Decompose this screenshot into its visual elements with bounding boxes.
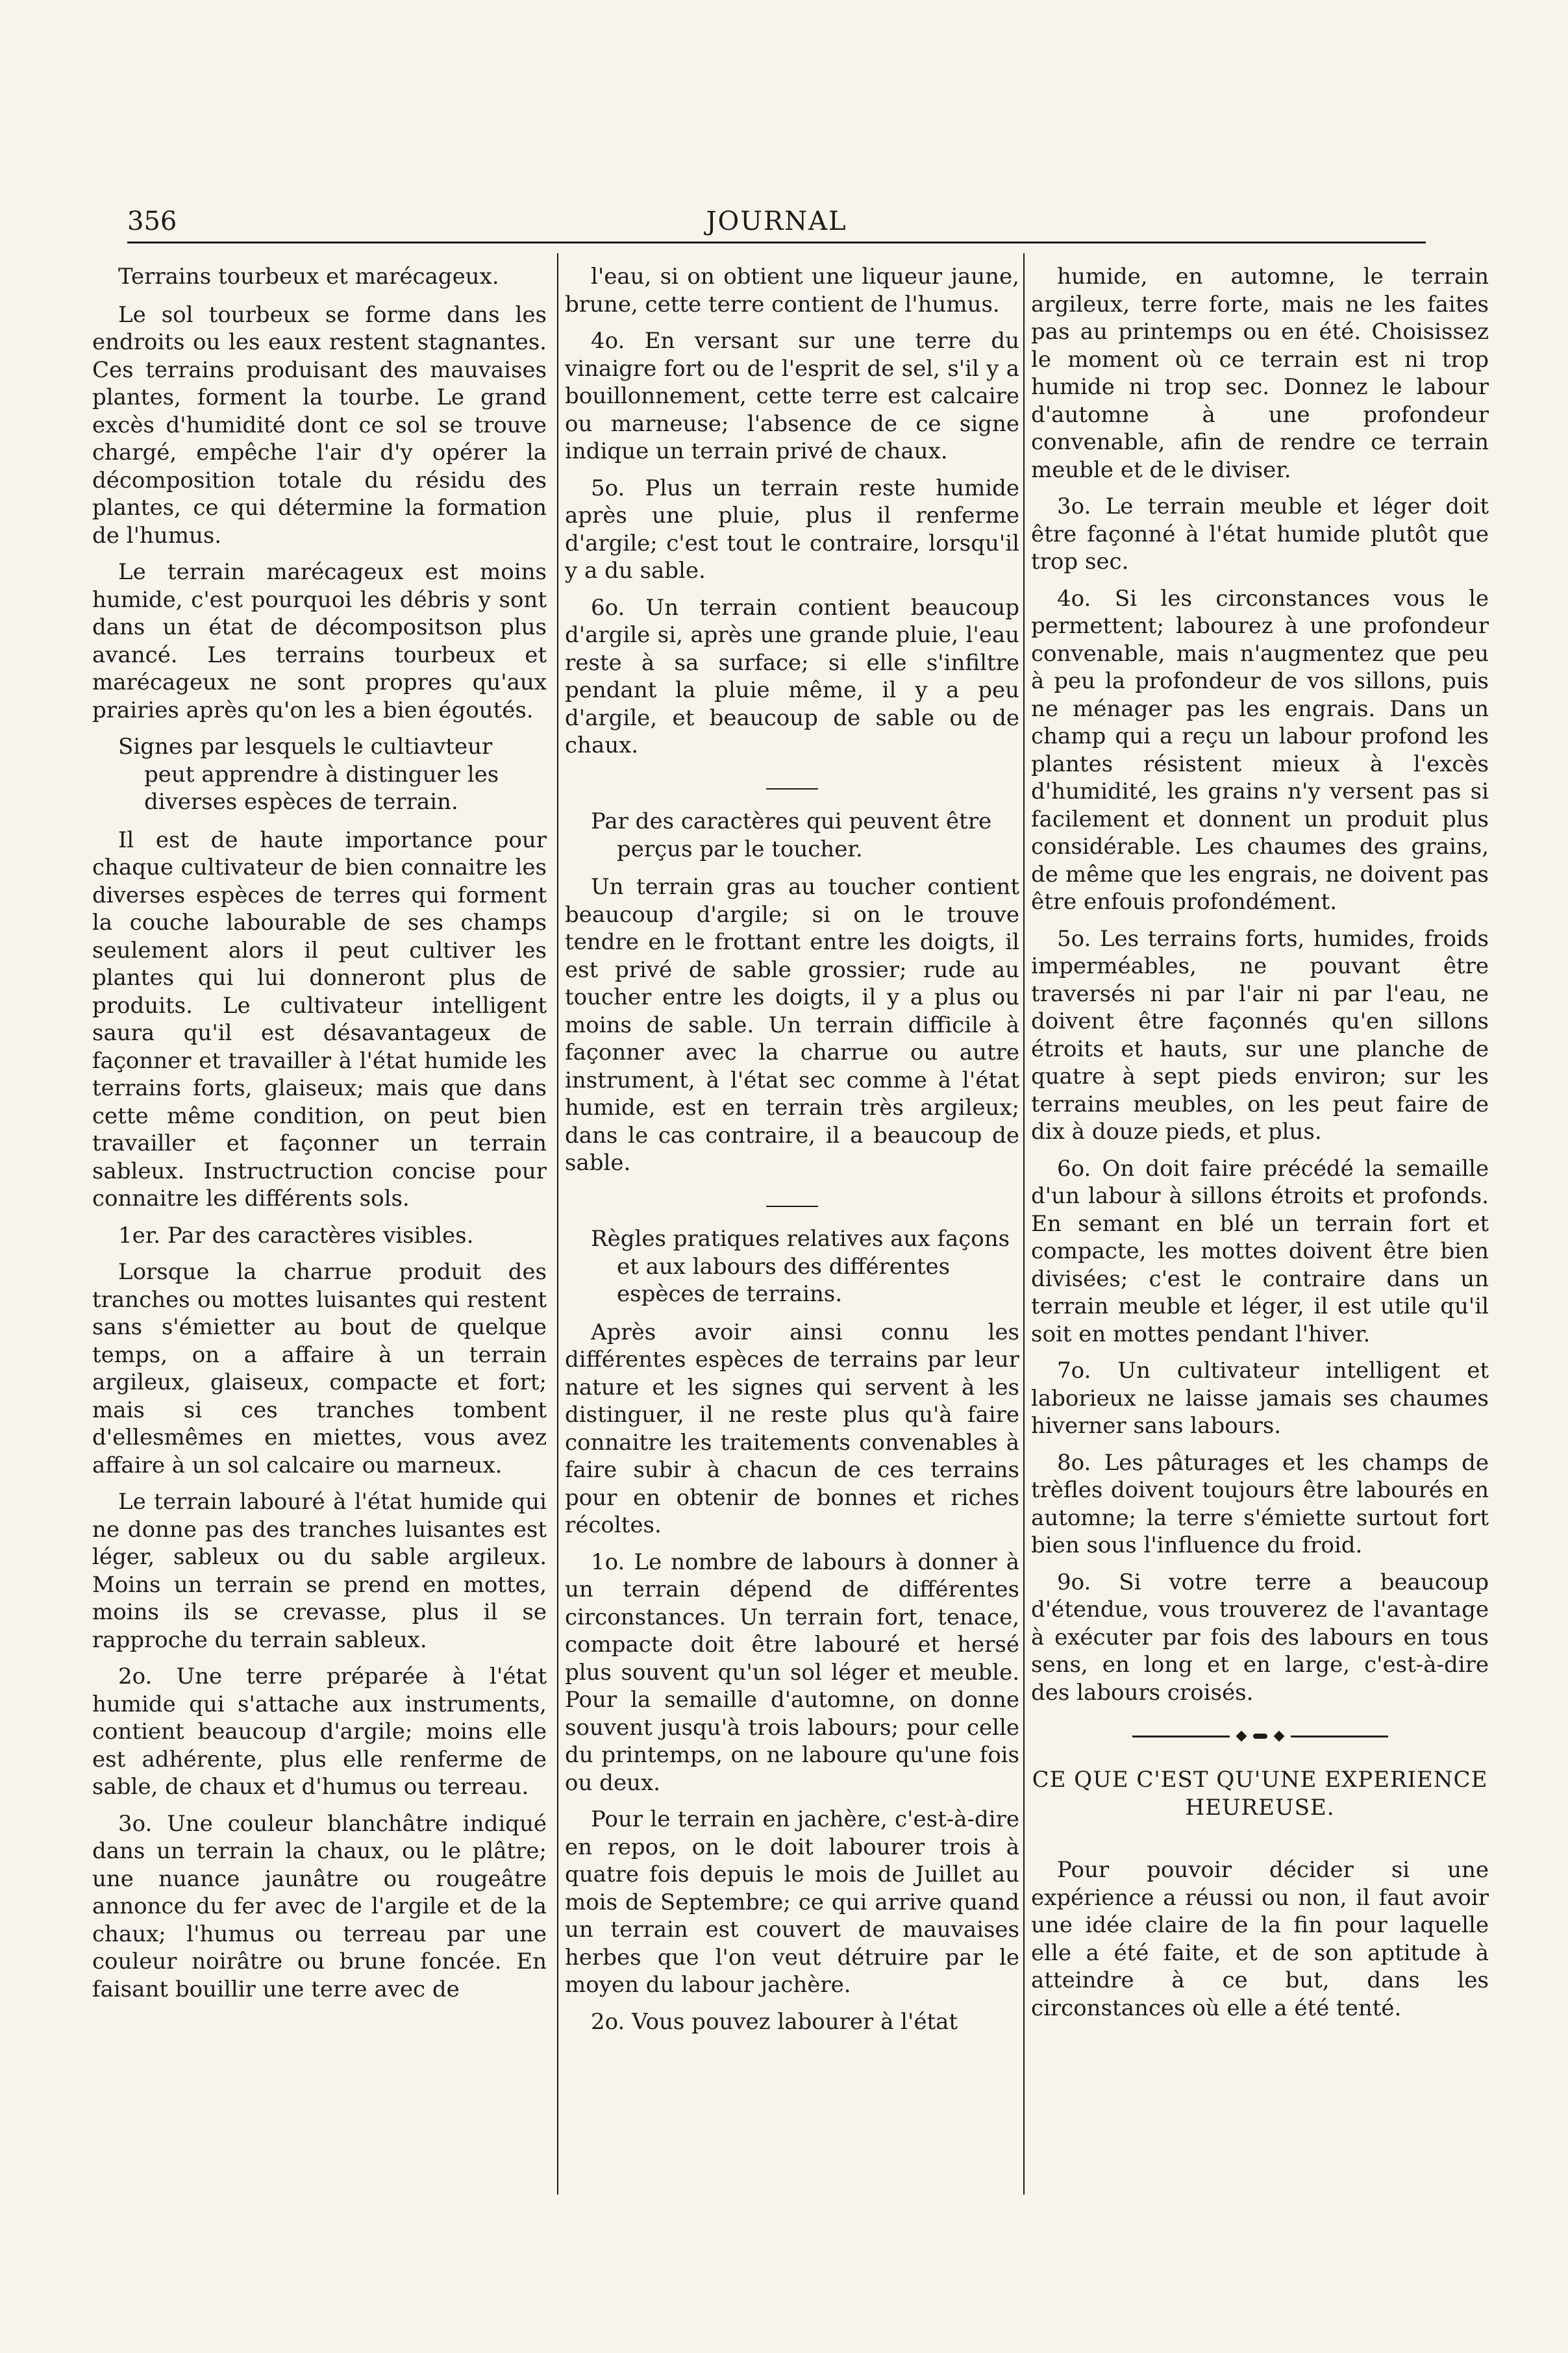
paragraph: 3o. Le terrain meuble et léger doit être façonné à l'état humide plutôt que trop sec.: [1031, 493, 1489, 575]
paragraph: 4o. En versant sur une terre du vinaigre fort ou de l'esprit de sel, s'il y a bouillonnement, cette terre est calcaire ou marneuse; l'absence de ce signe indique un terrain privé de chaux.: [565, 328, 1019, 464]
subheading: Règles pratiques relatives aux façons et aux labours des différentes espèces de terrains.: [591, 1226, 1010, 1307]
paragraph: Un terrain gras au toucher contient beaucoup d'argile; si on le trouve tendre en le frottant entre les doigts, il est privé de sable grossier; rude au toucher entre les doigts, il y a plus ou moins de sable. Un terrain difficile à façonner avec la charrue ou autre instrument, à l'état sec comme à l'état humide, est en terrain très argileux; dans le cas contraire, il a beaucoup de sable.: [565, 874, 1019, 1176]
column-1: [92, 263, 547, 2178]
paragraph: humide, en automne, le terrain argileux, terre forte, mais ne les faites pas au printemps ou en été. Choisissez le moment où ce terrain est ni trop humide ni trop sec. Donnez le labour d'automne à une profondeur convenable, afin de rendre ce terrain meuble et de le diviser.: [1031, 264, 1489, 483]
column-divider: [1023, 253, 1025, 2195]
paragraph: 4o. Si les circonstances vous le permettent; labourez à une profondeur convenable, mais n'augmentez que peu à peu la profondeur de vos sillons, puis ne ménager pas les engrais. Dans un champ qui a reçu un labour profond les plantes résistent mieux à l'excès d'humidité, les grains n'y versent pas si facilement et donnent un produit plus considérable. Les chaumes des grains, de même que les engrais, ne doivent pas être enfouis profondément.: [1031, 585, 1489, 915]
page-header: [127, 206, 1426, 245]
journal-title: JOURNAL: [706, 206, 847, 236]
paragraph: 8o. Les pâturages et les champs de trèfles doivent toujours être labourés en automne; la terre s'émiette surtout fort bien sous l'influence du froid.: [1031, 1449, 1489, 1558]
page-number: 356: [127, 206, 177, 236]
paragraph: Après avoir ainsi connu les différentes espèces de terrains par leur nature et les signes qui servent à les distinguer, il ne reste plus qu'à faire connaitre les traitements convenables à faire subir à chacun de ces terrains pour en obtenir de bonnes et riches récoltes.: [565, 1319, 1019, 1538]
paragraph: Pour le terrain en jachère, c'est-à-dire en repos, on le doit labourer trois à quatre fois depuis le mois de Juillet au mois de Septembre; ce qui arrive quand un terrain est couvert de mauvaises herbes que l'on veut détruire par le moyen du labour jachère.: [565, 1806, 1019, 1998]
header-rule: [127, 242, 1426, 243]
section-separator: [565, 769, 1019, 797]
paragraph: 5o. Les terrains forts, humides, froids imperméables, ne pouvant être traversés ni par l'air ni par l'eau, ne doivent être façonnés qu'en sillons étroits et hauts, sur une planche de quatre à sept pieds environ; sur les terrains meubles, on les peut faire de dix à douze pieds, et plus.: [1031, 925, 1489, 1145]
article-title: CE QUE C'EST QU'UNE EXPERIENCE HEUREUSE.: [1032, 1767, 1488, 1821]
paragraph: Pour pouvoir décider si une expérience a réussi ou non, il faut avoir une idée claire de la fin pour laquelle elle a été faite, et de son aptitude à atteindre à ce but, dans les circonstances où elle a été tenté.: [1031, 1857, 1489, 2021]
paragraph: l'eau, si on obtient une liqueur jaune, brune, cette terre contient de l'humus.: [565, 264, 1019, 317]
column-3: [1031, 263, 1489, 2178]
ornamental-rule: [1031, 1732, 1489, 1740]
paragraph: 6o. Un terrain contient beaucoup d'argile si, après une grande pluie, l'eau reste à sa surface; si elle s'infiltre pendant la pluie même, il y a peu d'argile, et beaucoup de sable ou de chaux.: [565, 594, 1019, 758]
subheading: Signes par lesquels le cultiavteur peut apprendre à distinguer les diverses espèces de terrain.: [118, 734, 499, 815]
paragraph: Lorsque la charrue produit des tranches ou mottes luisantes qui restent sans s'émietter au bout de quelque temps, on a affaire à un terrain argileux, glaiseux, compacte et fort; mais si ces tranches tombent d'ellesmêmes en miettes, vous avez affaire à un sol calcaire ou marneux.: [92, 1259, 547, 1478]
paragraph: 6o. On doit faire précédé la semaille d'un labour à sillons étroits et profonds. En semant en blé un terrain fort et compacte, les mottes doivent être bien divisées; c'est le contraire dans un terrain meuble et léger, il est utile qu'il soit en mottes pendant l'hiver.: [1031, 1155, 1489, 1347]
paragraph: Il est de haute importance pour chaque cultivateur de bien connaitre les diverses espèces de terres qui forment la couche labourable de ses champs seulement alors il peut cultiver les plantes qui lui donneront plus de produits. Le cultivateur intelligent saura qu'il est désavantageux de façonner et travailler à l'état humide les terrains forts, glaiseux; mais que dans cette même condition, on peut bien travailler et façonner un terrain sableux. Instructruction concise pour connaitre les différents sols.: [92, 827, 547, 1212]
paragraph: 5o. Plus un terrain reste humide après une pluie, plus il renferme d'argile; c'est tout le contraire, lorsqu'il y a du sable.: [565, 475, 1019, 584]
column-2: [565, 263, 1019, 2178]
section-separator: [565, 1186, 1019, 1214]
paragraph: Le terrain marécageux est moins humide, c'est pourquoi les débris y sont dans un état de décompositson plus avancé. Les terrains tourbeux et marécageux ne sont propres qu'aux prairies après qu'on les a bien égoutés.: [92, 559, 547, 723]
paragraph: Le terrain labouré à l'état humide qui ne donne pas des tranches luisantes est léger, sableux ou du sable argileux. Moins un terrain se prend en mottes, moins ils se crevasse, plus il se rapproche du terrain sableux.: [92, 1489, 547, 1653]
paragraph: 9o. Si votre terre a beaucoup d'étendue, vous trouverez de l'avantage à exécuter par fois des labours en tous sens, en long et en large, c'est-à-dire des labours croisés.: [1031, 1569, 1489, 1706]
column-divider: [557, 253, 558, 2195]
paragraph: 7o. Un cultivateur intelligent et laborieux ne laisse jamais ses chaumes hiverner sans labours.: [1031, 1358, 1489, 1439]
subheading: Terrains tourbeux et marécageux.: [118, 264, 499, 290]
subheading: Par des caractères qui peuvent être perçus par le toucher.: [591, 808, 992, 862]
paragraph: 2o. Vous pouvez labourer à l'état: [591, 2008, 958, 2035]
paragraph: 2o. Une terre préparée à l'état humide qui s'attache aux instruments, contient beaucoup d'argile; moins elle est adhérente, plus elle renferme de sable, de chaux et d'humus ou terreau.: [92, 1663, 547, 1800]
paragraph: Le sol tourbeux se forme dans les endroits ou les eaux restent stagnantes. Ces terrains produisant des mauvaises plantes, forment la tourbe. Le grand excès d'humidité dont ce sol se trouve chargé, empêche l'air d'y opérer la décomposition totale du résidu des plantes, ce qui détermine la formation de l'humus.: [92, 301, 547, 549]
paragraph: 3o. Une couleur blanchâtre indiqué dans un terrain la chaux, ou le plâtre; une nuance jaunâtre ou rougeâtre annonce du fer avec de l'argile et de la chaux; l'humus ou terreau par une couleur noirâtre ou brune foncée. En faisant bouillir une terre avec de: [92, 1810, 547, 2002]
paragraph: 1er. Par des caractères visibles.: [118, 1222, 474, 1249]
paragraph: 1o. Le nombre de labours à donner à un terrain dépend de différentes circonstances. Un terrain fort, tenace, compacte doit être labouré et hersé plus souvent qu'un sol léger et meuble. Pour la semaille d'automne, on donne souvent jusqu'à trois labours; pour celle du printemps, on ne laboure qu'une fois ou deux.: [565, 1549, 1019, 1796]
